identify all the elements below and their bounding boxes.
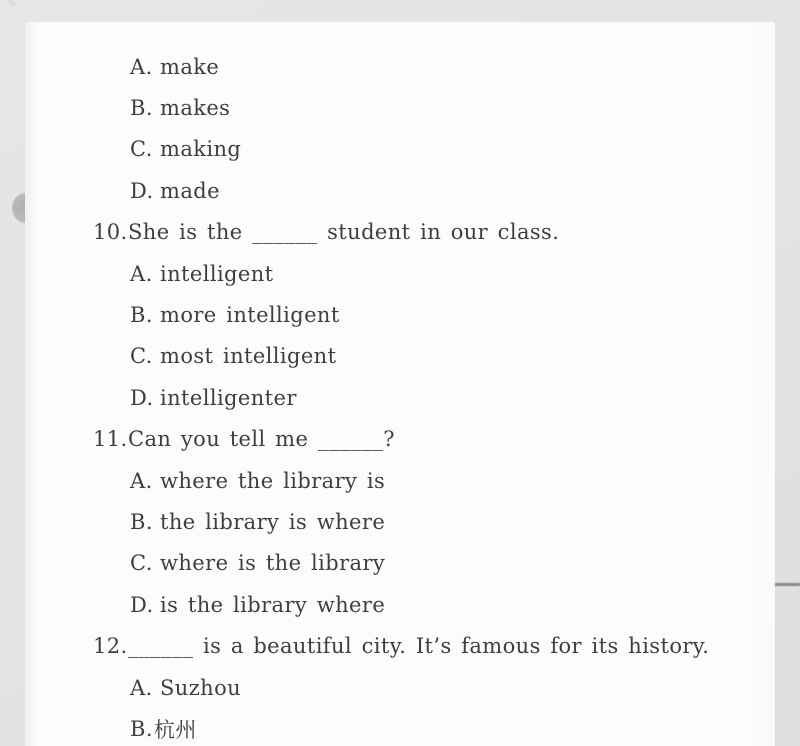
option-text: made: [160, 178, 220, 203]
option-line: [93, 708, 753, 746]
corner-smudge: [0, 0, 17, 7]
option-letter: C.: [130, 344, 153, 369]
option-line: [93, 543, 753, 584]
question-text: Can you tell me ______?: [128, 427, 395, 452]
question-number: 10.: [93, 220, 128, 245]
option-letter: B.: [130, 96, 153, 121]
question-text: She is the ______ student in our class.: [128, 220, 560, 245]
option-line: [93, 584, 753, 625]
option-text: 杭州: [153, 717, 197, 742]
question-line: [93, 625, 753, 666]
option-letter: A.: [130, 54, 153, 79]
option-letter: C.: [130, 137, 153, 162]
option-text: makes: [160, 96, 231, 121]
question-line: [93, 419, 753, 460]
option-line: [93, 170, 753, 211]
option-text: intelligenter: [160, 385, 297, 410]
option-letter: D.: [130, 178, 154, 203]
option-line: [93, 460, 753, 501]
option-text: more intelligent: [160, 303, 340, 328]
option-line: [93, 336, 753, 377]
option-letter: B.: [130, 716, 153, 741]
option-letter: A.: [130, 675, 153, 700]
option-letter: A.: [130, 261, 153, 286]
exam-question-list: [93, 46, 753, 746]
option-letter: A.: [130, 468, 153, 493]
question-text: ______ is a beautiful city. It’s famous for its history.: [128, 634, 710, 659]
option-line: [93, 501, 753, 542]
question-number: 11.: [93, 427, 128, 452]
option-line: [93, 46, 753, 87]
option-text: is the library where: [160, 592, 386, 617]
option-text: the library is where: [160, 509, 386, 534]
option-text: Suzhou: [160, 675, 242, 700]
option-line: [93, 129, 753, 170]
option-text: making: [160, 137, 242, 162]
option-text: most intelligent: [160, 344, 337, 369]
option-line: [93, 253, 753, 294]
option-line: [93, 87, 753, 128]
option-text: intelligent: [160, 261, 274, 286]
option-text: make: [160, 54, 220, 79]
option-letter: B.: [130, 509, 153, 534]
back-page-edge: [775, 583, 800, 586]
option-letter: B.: [130, 303, 153, 328]
option-text: where is the library: [160, 551, 386, 576]
option-line: [93, 667, 753, 708]
option-line: [93, 377, 753, 418]
option-text: where the library is: [160, 468, 386, 493]
option-letter: D.: [130, 592, 154, 617]
question-number: 12.: [93, 634, 128, 659]
option-line: [93, 294, 753, 335]
question-line: [93, 212, 753, 253]
option-letter: D.: [130, 385, 154, 410]
option-letter: C.: [130, 551, 153, 576]
